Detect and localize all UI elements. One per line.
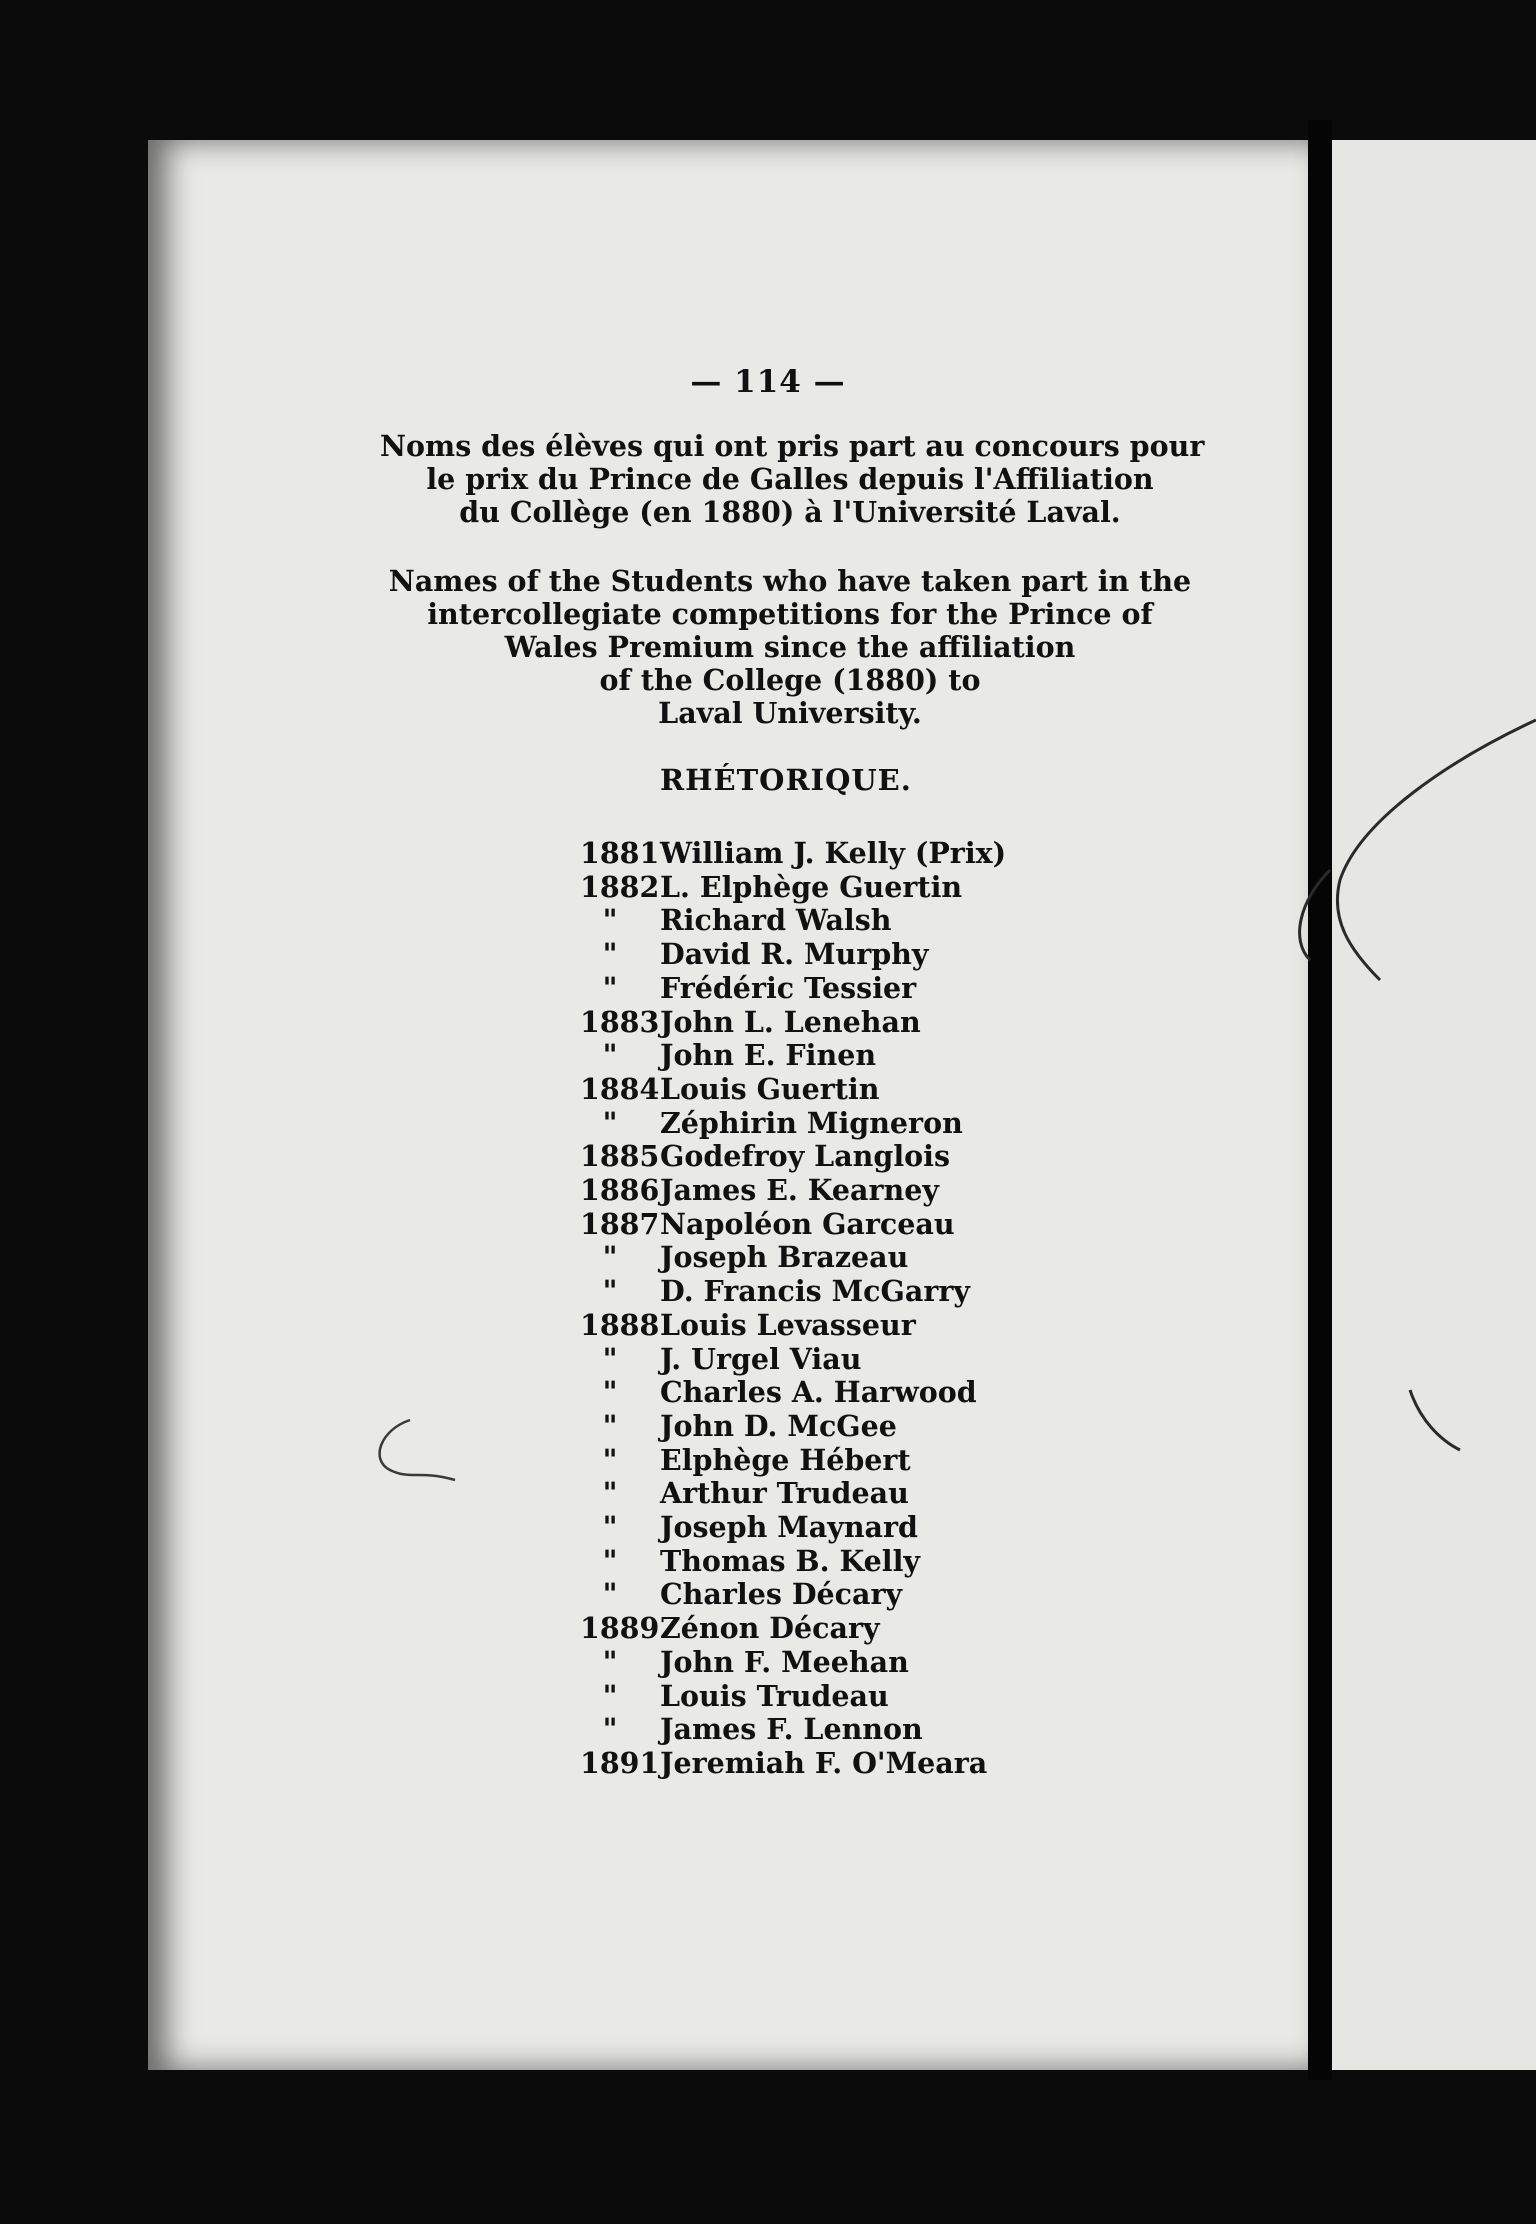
entry-year: " xyxy=(602,1105,618,1140)
entry-year: 1888 xyxy=(580,1307,660,1342)
list-item xyxy=(580,1241,1006,1275)
list-item xyxy=(580,1275,1006,1309)
entry-name: Richard Walsh xyxy=(660,903,892,938)
entry-name: Charles A. Harwood xyxy=(660,1375,977,1410)
student-list xyxy=(580,837,1006,1781)
entry-year: 1883 xyxy=(580,1004,660,1039)
entry-year: " xyxy=(602,1341,618,1376)
list-item xyxy=(580,871,1006,905)
entry-year: " xyxy=(602,937,618,972)
entry-year: 1887 xyxy=(580,1206,660,1241)
list-item xyxy=(580,1612,1006,1646)
list-item xyxy=(580,1646,1006,1680)
entry-name: James E. Kearney xyxy=(660,1173,939,1208)
entry-name: David R. Murphy xyxy=(660,937,929,972)
book-gutter xyxy=(1308,120,1332,2080)
list-item xyxy=(580,1511,1006,1545)
entry-name: L. Elphège Guertin xyxy=(660,869,963,904)
entry-name: Louis Trudeau xyxy=(660,1678,889,1713)
entry-year: " xyxy=(602,1644,618,1679)
entry-year: " xyxy=(602,1543,618,1578)
list-item xyxy=(580,1444,1006,1478)
entry-name: J. Urgel Viau xyxy=(660,1341,862,1376)
entry-name: Frédéric Tessier xyxy=(660,970,917,1005)
entry-name: Jeremiah F. O'Meara xyxy=(660,1745,988,1780)
entry-year: " xyxy=(602,1510,618,1545)
entry-year: 1891 xyxy=(580,1745,660,1780)
entry-year: 1885 xyxy=(580,1139,660,1174)
entry-name: Napoléon Garceau xyxy=(660,1206,955,1241)
entry-name: John L. Lenehan xyxy=(660,1004,921,1039)
entry-year: 1889 xyxy=(580,1611,660,1646)
entry-name: James F. Lennon xyxy=(660,1712,923,1747)
entry-year: " xyxy=(602,1712,618,1747)
heading-english-line: Wales Premium since the affiliation xyxy=(504,630,1076,664)
heading-french-line: le prix du Prince de Galles depuis l'Affiliation xyxy=(426,462,1154,496)
entry-name: Joseph Brazeau xyxy=(660,1240,909,1275)
heading-french xyxy=(380,429,1205,529)
page-number: — 114 — xyxy=(690,364,846,400)
entry-name: William J. Kelly (Prix) xyxy=(660,836,1007,870)
list-item xyxy=(580,1545,1006,1579)
list-item xyxy=(580,837,1006,871)
entry-name: Zéphirin Migneron xyxy=(660,1105,963,1140)
entry-name: John D. McGee xyxy=(660,1408,897,1443)
entry-year: " xyxy=(602,1476,618,1511)
entry-year: " xyxy=(602,1274,618,1309)
entry-name: Godefroy Langlois xyxy=(660,1139,951,1174)
entry-year: 1886 xyxy=(580,1173,660,1208)
list-item xyxy=(580,1006,1006,1040)
list-item xyxy=(580,1747,1006,1781)
entry-name: Joseph Maynard xyxy=(660,1510,918,1545)
list-item xyxy=(580,1680,1006,1714)
entry-name: Thomas B. Kelly xyxy=(660,1543,920,1578)
list-item xyxy=(580,972,1006,1006)
entry-year: 1881 xyxy=(580,836,660,870)
list-item xyxy=(580,1039,1006,1073)
entry-name: Elphège Hébert xyxy=(660,1442,911,1477)
heading-french-line: du Collège (en 1880) à l'Université Laval. xyxy=(459,495,1121,529)
entry-year: " xyxy=(602,1240,618,1275)
entry-name: Charles Décary xyxy=(660,1577,903,1612)
entry-name: John F. Meehan xyxy=(660,1644,909,1679)
entry-name: Zénon Décary xyxy=(660,1611,880,1646)
entry-year: " xyxy=(602,970,618,1005)
list-item xyxy=(580,1073,1006,1107)
list-item xyxy=(580,1376,1006,1410)
list-item xyxy=(580,938,1006,972)
entry-name: Arthur Trudeau xyxy=(660,1476,909,1511)
list-item xyxy=(580,1343,1006,1377)
section-title: RHÉTORIQUE. xyxy=(660,763,912,797)
right-page-edge xyxy=(1332,140,1536,2070)
entry-year: " xyxy=(602,903,618,938)
entry-year: " xyxy=(602,1678,618,1713)
heading-english-line: intercollegiate competitions for the Prince of xyxy=(427,597,1153,631)
entry-name: D. Francis McGarry xyxy=(660,1274,970,1309)
entry-name: Louis Guertin xyxy=(660,1071,880,1106)
heading-english-line: Names of the Students who have taken part in the xyxy=(388,564,1192,598)
entry-name: John E. Finen xyxy=(660,1038,877,1073)
list-item xyxy=(580,1309,1006,1343)
entry-year: " xyxy=(602,1442,618,1477)
heading-english-line: of the College (1880) to xyxy=(599,663,981,697)
entry-year: " xyxy=(602,1375,618,1410)
entry-year: " xyxy=(602,1577,618,1612)
entry-name: Louis Levasseur xyxy=(660,1307,916,1342)
list-item xyxy=(580,1107,1006,1141)
list-item xyxy=(580,1578,1006,1612)
list-item xyxy=(580,904,1006,938)
list-item xyxy=(580,1477,1006,1511)
list-item xyxy=(580,1140,1006,1174)
entry-year: " xyxy=(602,1408,618,1443)
heading-french-line: Noms des élèves qui ont pris part au concours pour xyxy=(380,429,1205,463)
list-item xyxy=(580,1174,1006,1208)
entry-year: 1882 xyxy=(580,869,660,904)
list-item xyxy=(580,1713,1006,1747)
entry-year: 1884 xyxy=(580,1071,660,1106)
entry-year: " xyxy=(602,1038,618,1073)
list-item xyxy=(580,1208,1006,1242)
list-item xyxy=(580,1410,1006,1444)
heading-english xyxy=(380,565,1200,730)
heading-english-line: Laval University. xyxy=(658,696,922,730)
